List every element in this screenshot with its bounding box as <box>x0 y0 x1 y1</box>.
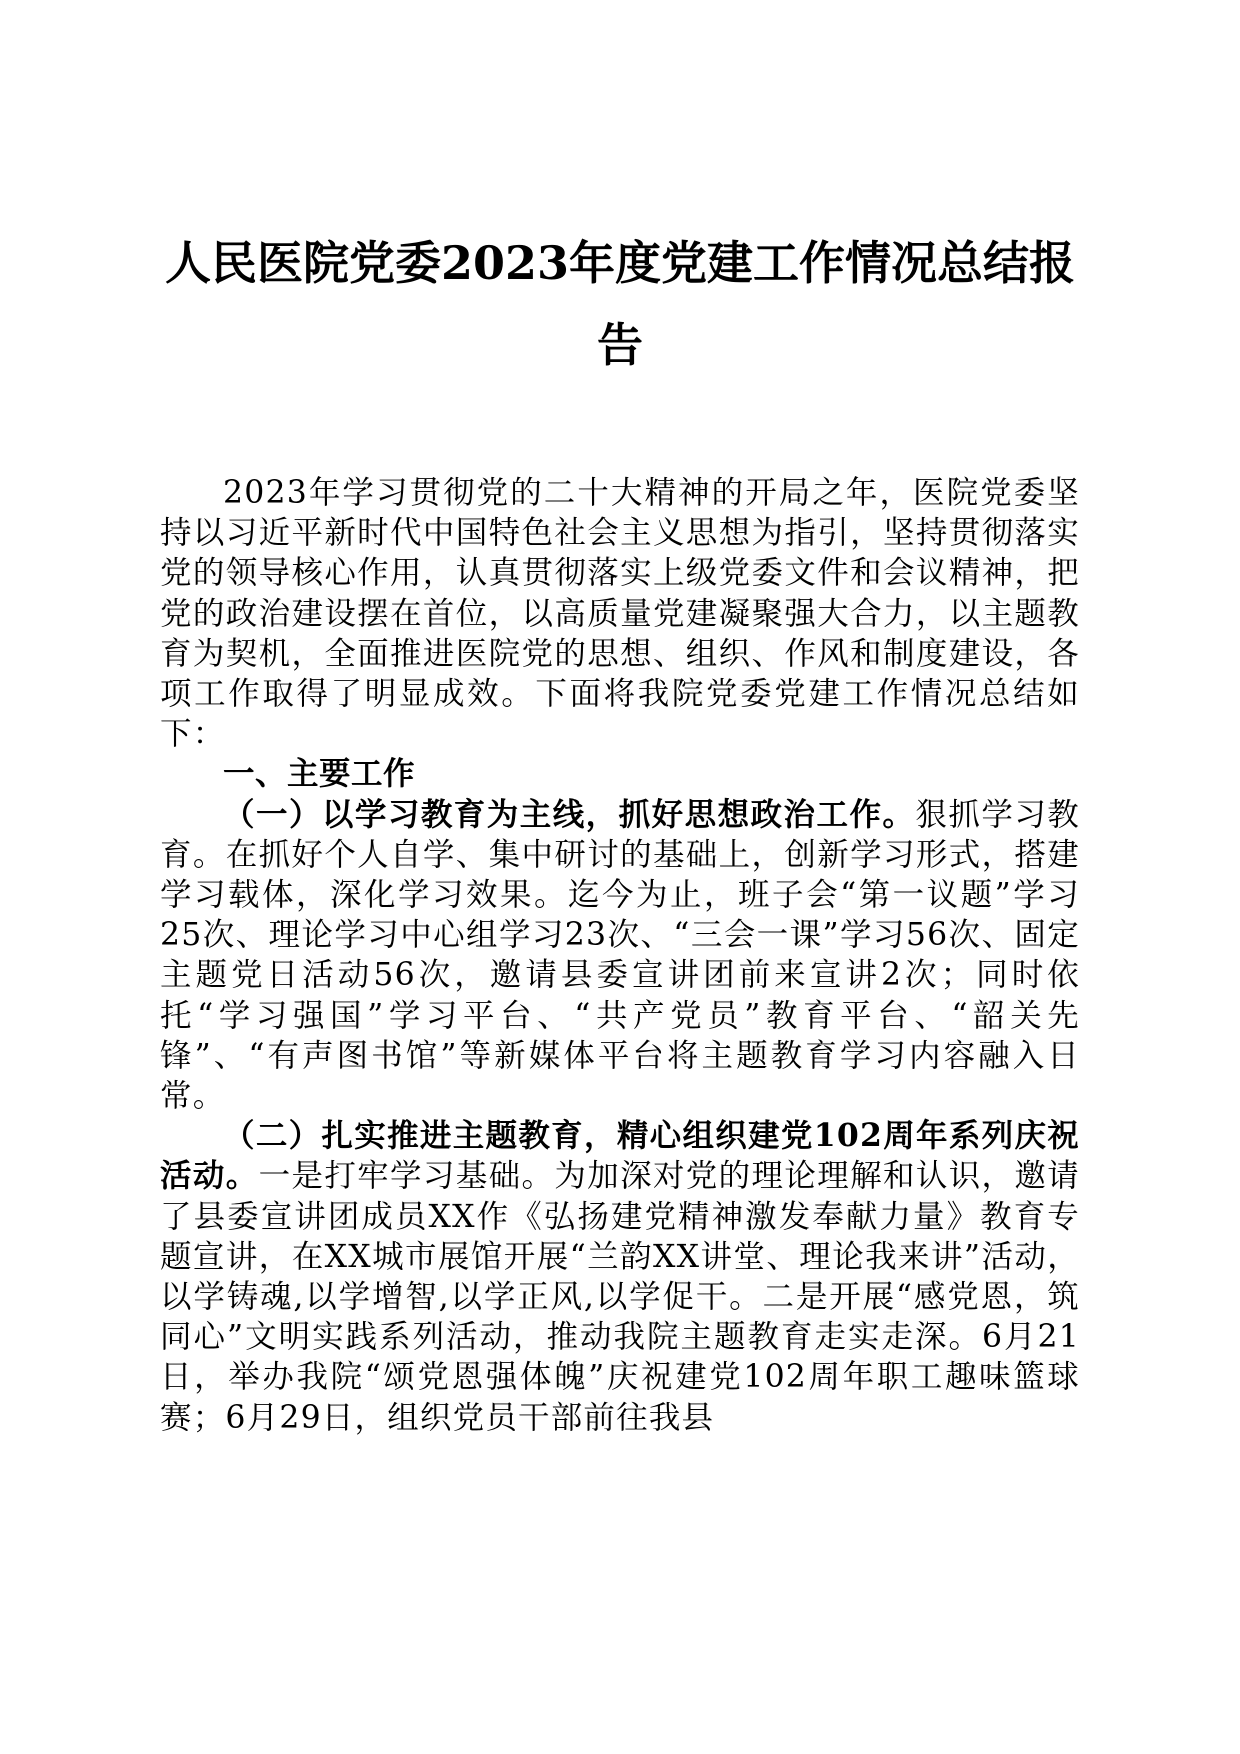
subsection-2-paragraph <box>160 1116 1080 1438</box>
subsection-1-text: 狠抓学习教育。在抓好个人自学、集中研讨的基础上，创新学习形式，搭建学习载体，深化学习效果。迄今为止，班子会“第一议题”学习25次、理论学习中心组学习23次、“三会一课”学习56次、固定主题党日活动56次，邀请县委宣讲团前来宣讲2次；同时依托“学习强国”学习平台、“共产党员”教育平台、“韶关先锋”、“有声图书馆”等新媒体平台将主题教育学习内容融入日常。 <box>160 796 1080 1115</box>
document-body <box>160 473 1080 1438</box>
document-title <box>150 222 1090 386</box>
title-line-1: 人民医院党委2023年度党建工作情况总结报 <box>164 236 1076 290</box>
subsection-1-lead: （一）以学习教育为主线，抓好思想政治工作。 <box>223 795 916 833</box>
title-line-2: 告 <box>597 318 643 372</box>
subsection-2-text: 一是打牢学习基础。为加深对党的理论理解和认识，邀请了县委宣讲团成员XX作《弘扬建党精神激发奉献力量》教育专题宣讲，在XX城市展馆开展“兰韵XX讲堂、理论我来讲”活动，以学铸魂,以学增智,以学正风,以学促干。二是开展“感党恩，筑同心”文明实践系列活动，推动我院主题教育走实走深。6月21日，举办我院“颂党恩强体魄”庆祝建党102周年职工趣味篮球赛；6月29日，组织党员干部前往我县 <box>160 1158 1080 1436</box>
intro-text: 2023年学习贯彻党的二十大精神的开局之年，医院党委坚持以习近平新时代中国特色社会主义思想为指引，坚持贯彻落实党的领导核心作用，认真贯彻落实上级党委文件和会议精神，把党的政治建设摆在首位，以高质量党建凝聚强大合力，以主题教育为契机，全面推进医院党的思想、组织、作风和制度建设，各项工作取得了明显成效。下面将我院党委党建工作情况总结如下： <box>160 475 1080 753</box>
intro-paragraph <box>160 473 1080 754</box>
subsection-1-paragraph <box>160 795 1080 1117</box>
subsection-2-lead: （二）扎实推进主题教育，精心组织建党102周年系列庆祝活动。 <box>160 1117 1080 1195</box>
section-heading: 一、主要工作 <box>223 756 416 793</box>
